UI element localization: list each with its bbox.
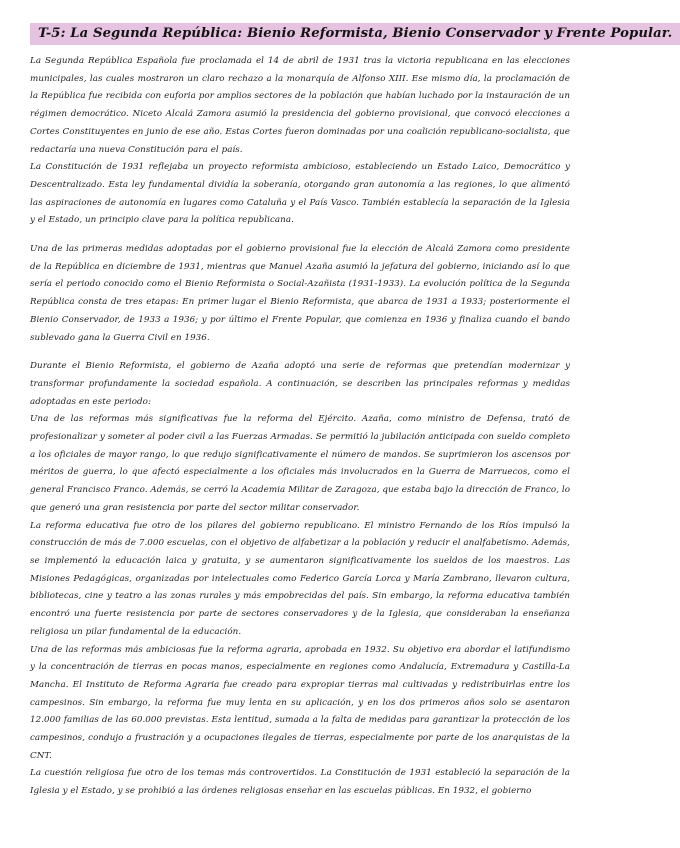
paragraph-first-measures: Una de las primeras medidas adoptadas por el gobierno provisional fue la elección de Alcalá Zamora como presidente de la República en diciembre de 1931, mientras que Manuel Azaña asumió la jefatura del gobierno, iniciando así lo que sería el periodo conocido como el Bienio Reformista o Social-Azañista (1931-1933). La evolución política de la Segunda República consta de tres etapas: En primer lugar el Bienio Reformista, que abarca de 1931 a 1933; posteriormente el Bienio Conservador, de 1933 a 1936; y por último el Frente Popular, que comienza en 1936 y finaliza cuando el bando sublevado gana la Guerra Civil en 1936. [30,244,570,343]
paragraph-bienio-reformista: Durante el Bienio Reformista, el gobierno de Azaña adoptó una serie de reformas que pretendían modernizar y transformar profundamente la sociedad española. A continuación, se describen las principales reformas y medidas adoptadas en este periodo: [30,361,570,407]
paragraph-religious-question: La cuestión religiosa fue otro de los temas más controvertidos. La Constitución de 1931 estableció la separación de la Iglesia y el Estado, y se prohibió a las órdenes religiosas enseñar en las escuelas públicas. En 1932, el gobierno [30,768,570,797]
document-body [30,53,570,801]
paragraph-education-reform: La reforma educativa fue otro de los pilares del gobierno republicano. El ministro Fernando de los Ríos impulsó la construcción de más de 7.000 escuelas, con el objetivo de alfabetizar a la población y reducir el analfabetismo. Además, se implementó la educación laica y gratuita, y se aumentaron significativamente los sueldos de los maestros. Las Misiones Pedagógicas, organizadas por intelectuales como Federico García Lorca y María Zambrano, llevaron cultura, bibliotecas, cine y teatro a las zonas rurales y más empobrecidas del país. Sin embargo, la reforma educativa también encontró una fuerte resistencia por parte de sectores conservadores y de la Iglesia, que consideraban la enseñanza religiosa un pilar fundamental de la educación. [30,520,570,637]
paragraph-agrarian-reform: Una de las reformas más ambiciosas fue la reforma agraria, aprobada en 1932. Su objetivo era abordar el latifundismo y la concentración de tierras en pocas manos, especialmente en regiones como Andalucía, Extremadura y Castilla-La Mancha. El Instituto de Reforma Agraria fue creado para expropiar tierras mal cultivadas y redistribuirlas entre los campesinos. Sin embargo, la reforma fue muy lenta en su aplicación, y en los dos primeros años solo se asentaron 12.000 familias de las 60.000 previstas. Esta lentitud, sumada a la falta de medidas para garantizar la protección de los campesinos, condujo a frustración y a ocupaciones ilegales de tierras, especialmente por parte de los anarquistas de la CNT. [30,644,570,761]
document-title: T-5: La Segunda República: Bienio Reformista, Bienio Conservador y Frente Popular. [30,23,680,45]
paragraph-constitution: La Constitución de 1931 reflejaba un proyecto reformista ambicioso, estableciendo un Estado Laico, Democrático y Descentralizado. Esta ley fundamental dividía la soberanía, otorgando gran autonomía a las regiones, lo que alimentó las aspiraciones de autonomía en lugares como Cataluña y el País Vasco. También establecía la separación de la Iglesia y el Estado, un principio clave para la política republicana. [30,162,570,226]
paragraph-army-reform: Una de las reformas más significativas fue la reforma del Ejército. Azaña, como ministro de Defensa, trató de profesionalizar y someter al poder civil a las Fuerzas Armadas. Se permitió la jubilación anticipada con sueldo completo a los oficiales de mayor rango, lo que redujo significativamente el número de mandos. Se suprimieron los ascensos por méritos de guerra, lo que afectó especialmente a los oficiales más involucrados en la Guerra de Marruecos, como el general Francisco Franco. Además, se cerró la Academia Militar de Zaragoza, que estaba bajo la dirección de Franco, lo que generó una gran resistencia por parte del sector militar conservador. [30,414,570,513]
title-banner [30,22,673,45]
paragraph-proclamation: La Segunda República Española fue proclamada el 14 de abril de 1931 tras la victoria republicana en las elecciones municipales, las cuales mostraron un claro rechazo a la monarquía de Alfonso XIII. Ese mismo día, la proclamación de la República fue recibida con euforia por amplios sectores de la población que habían luchado por la instauración de un régimen democrático. Niceto Alcalá Zamora asumió la presidencia del gobierno provisional, que convocó elecciones a Cortes Constituyentes en junio de ese año. Estas Cortes fueron dominadas por una coalición republicano-socialista, que redactaría una nueva Constitución para el país. [30,56,570,155]
